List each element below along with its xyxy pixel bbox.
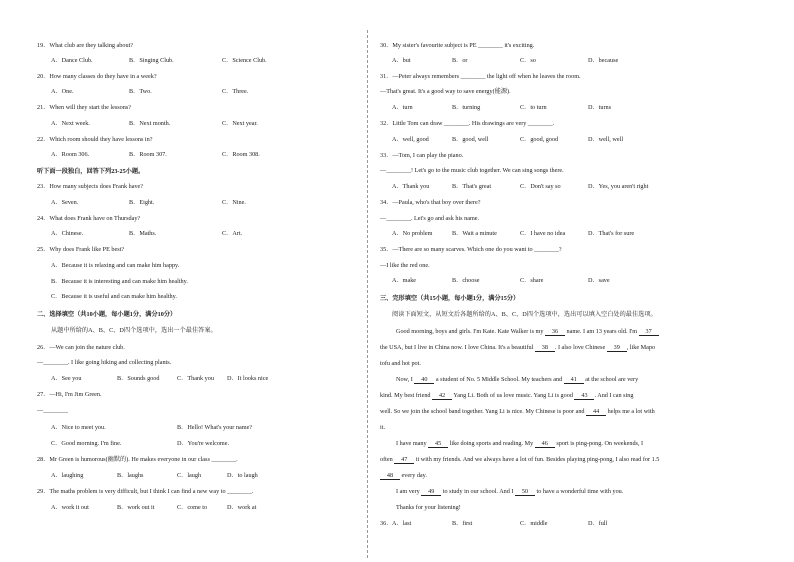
q29-option-c: C．come to — [177, 504, 208, 511]
q36-option-a: A．last — [392, 520, 412, 527]
blank-50: 50 — [515, 489, 535, 496]
passage-line-9 — [380, 457, 659, 464]
q32-option-b: B．good, well — [452, 136, 489, 143]
passage-text: the USA, but I live in China now. I love China. It's a beautiful — [380, 344, 535, 351]
q32-option-d: D．well, well — [588, 136, 624, 143]
q36-number: 36． — [380, 520, 393, 527]
q19-option-c: C．Science Club. — [222, 57, 267, 64]
blank-36: 36 — [545, 329, 565, 336]
q35-stem-line1: 35．—There are so many scarves. Which one do you want to ________? — [380, 246, 562, 253]
blank-44: 44 — [586, 409, 606, 416]
q28-stem: 28．Mr Green is humorous(幽默的). He makes everyone in our class ________. — [37, 456, 238, 463]
blank-49: 49 — [421, 489, 441, 496]
q20-option-c: C．Three. — [222, 88, 249, 95]
passage-text: . I also love Chinese — [554, 344, 607, 351]
passage-text: it with my friends. And we always have a lot of fun. Besides playing ping-pong, I also read for 1.5 — [414, 456, 660, 463]
q35-option-c: C．share — [520, 277, 544, 284]
q26-option-c: C．Thank you — [177, 375, 214, 382]
passage-text: I have many — [396, 440, 429, 447]
q20-option-b: B．Two. — [129, 88, 152, 95]
passage-text: name. I am 13 years old. I'm — [564, 328, 639, 335]
q24-stem: 24．What does Frank have on Thursday? — [37, 215, 141, 222]
q33-stem-line2: —________! Let's go to the music club together. We can sing songs there. — [380, 167, 564, 174]
passage-text: to have a wonderful time with you. — [535, 488, 624, 495]
q33-stem-line1: 33．—Tom, I can play the piano. — [380, 152, 464, 159]
q25-option-c: C．Because it is useful and can make him healthy. — [51, 293, 177, 300]
q27-stem-line2: —________ — [37, 407, 68, 414]
q25-option-b: B．Because it is interesting and can make him healthy. — [51, 278, 188, 285]
blank-38: 38 — [535, 345, 555, 352]
q21-stem: 21．When will they start the lessons? — [37, 104, 131, 111]
q35-option-a: A．make — [392, 277, 417, 284]
blank-48: 48 — [380, 473, 400, 480]
q34-option-d: D．That's for sure — [588, 230, 635, 237]
blank-47: 47 — [394, 457, 414, 464]
passage-text: sport is ping-pong. On weekends, I — [554, 440, 644, 447]
q31-option-c: C．to turn — [520, 104, 547, 111]
q25-option-a: A．Because it is relaxing and can make him happy. — [51, 262, 180, 269]
column-divider — [367, 30, 368, 558]
q34-stem-line1: 34．—Paula, who's that boy over there? — [380, 199, 481, 206]
q34-option-c: C．I have no idea — [520, 230, 566, 237]
passage-text: I am very — [396, 488, 422, 495]
blank-41: 41 — [564, 377, 584, 384]
q26-option-d: D．It looks nice — [227, 375, 269, 382]
q28-option-d: D．to laugh — [227, 472, 258, 479]
q34-stem-line2: —________. Let's go and ask his name. — [380, 215, 480, 222]
q30-option-c: C．so — [520, 57, 536, 64]
passage-text: , like Mapo — [626, 344, 656, 351]
blank-40: 40 — [414, 377, 434, 384]
q19-stem: 19．What club are they talking about? — [37, 42, 134, 49]
q27-option-d: D．You're welcome. — [177, 440, 230, 447]
blank-39: 39 — [607, 345, 627, 352]
q22-option-c: C．Room 308. — [222, 151, 260, 158]
passage-text: at the school are very — [583, 376, 639, 383]
passage-line-5 — [380, 393, 633, 400]
listening-instruction: 听下面一段独白，回答下列23-25小题。 — [37, 168, 145, 175]
passage-line-7: it. — [380, 424, 385, 431]
q33-option-b: B．That's great — [452, 183, 492, 190]
passage-line-1 — [396, 329, 659, 336]
q26-stem-line2: —________. I like going hiking and collecting plants. — [37, 359, 172, 366]
passage-text: to study in our school. And I — [441, 488, 515, 495]
section3-instruction: 阅读下面短文，从短文后各题所给的A、B、C、D四个选项中，选出可以填入空白处的最佳选项。 — [392, 311, 657, 318]
q20-stem: 20．How many classes do they have in a week? — [37, 73, 157, 80]
q20-option-a: A．One. — [51, 88, 74, 95]
q34-option-b: B．Wait a minute — [452, 230, 497, 237]
q27-option-c: C．Good morning. I'm fine. — [51, 440, 122, 447]
q23-option-a: A．Seven. — [51, 199, 79, 206]
q26-option-b: B．Sounds good — [117, 375, 160, 382]
passage-line-12: Thanks for your listening! — [396, 504, 461, 511]
section2-title: 二、选择填空（共10小题，每小题1分，满分10分） — [37, 311, 177, 318]
blank-45: 45 — [428, 441, 448, 448]
passage-text: a student of No. 5 Middle School. My teachers and — [434, 376, 564, 383]
blank-46: 46 — [535, 441, 555, 448]
q36-option-d: D．full — [588, 520, 608, 527]
q21-option-b: B．Next month. — [129, 120, 171, 127]
q33-option-c: C．Don't say so — [520, 183, 561, 190]
q31-stem-line2: —That's great. It's a good way to save energy(能源). — [380, 88, 511, 95]
q21-option-c: C．Next year. — [222, 120, 258, 127]
passage-text: kind. My best friend — [380, 392, 433, 399]
q29-option-a: A．work it out — [51, 504, 89, 511]
passage-line-4 — [396, 377, 638, 384]
passage-line-2 — [380, 345, 655, 352]
q29-stem: 29．The maths problem is very difficult, but I think I can find a new way to ________. — [37, 488, 254, 495]
q31-option-a: A．turn — [392, 104, 413, 111]
passage-text: Yang Li. Both of us love music. Yang Li is good — [452, 392, 575, 399]
q24-option-c: C．Art. — [222, 230, 243, 237]
passage-text: . And I can sing — [594, 392, 634, 399]
q30-stem: 30．My sister's favourite subject is PE ________ it's exciting. — [380, 42, 535, 49]
q19-option-a: A．Dance Club. — [51, 57, 93, 64]
q30-option-b: B．or — [452, 57, 468, 64]
passage-line-8 — [396, 441, 643, 448]
passage-line-6 — [380, 409, 655, 416]
q25-stem: 25．Why does Frank like PE best? — [37, 246, 125, 253]
section3-title: 三、完形填空（共15小题，每小题1分，满分15分） — [380, 295, 520, 302]
q31-option-b: B．turning — [452, 104, 481, 111]
q36-option-c: C．middle — [520, 520, 548, 527]
q30-option-d: D．because — [588, 57, 619, 64]
blank-43: 43 — [574, 393, 594, 400]
q35-option-b: B．choose — [452, 277, 480, 284]
passage-line-10 — [380, 473, 427, 480]
passage-text: Good morning, boys and girls. I'm Kate. Kate Walker is my — [396, 328, 545, 335]
q26-option-a: A．See you — [51, 375, 82, 382]
q27-option-b: B．Hello! What's your name? — [177, 424, 253, 431]
q31-option-d: D．turns — [588, 104, 612, 111]
q23-stem: 23．How many subjects does Frank have? — [37, 183, 144, 190]
q23-option-c: C．Nine. — [222, 199, 246, 206]
q32-option-c: C．good, good — [520, 136, 559, 143]
q28-option-c: C．laugh — [177, 472, 202, 479]
blank-42: 42 — [432, 393, 452, 400]
passage-text: helps me a lot with — [606, 408, 655, 415]
q26-stem-line1: 26．—We can join the nature club. — [37, 344, 125, 351]
q24-option-b: B．Maths. — [129, 230, 157, 237]
q22-stem: 22．Which room should they have lessons in? — [37, 136, 153, 143]
q22-option-b: B．Room 307. — [129, 151, 167, 158]
passage-text: every day. — [400, 472, 427, 479]
passage-line-11 — [396, 489, 623, 496]
section2-instruction: 从题中所给的A、B、C、D四个选项中，选出一个最佳答案。 — [51, 327, 217, 334]
blank-37: 37 — [639, 329, 659, 336]
q35-option-d: D．save — [588, 277, 610, 284]
passage-text: often — [380, 456, 395, 463]
passage-text: like doing sports and reading. My — [448, 440, 535, 447]
q33-option-a: A．Thank you — [392, 183, 430, 190]
q36-option-b: B．first — [452, 520, 473, 527]
q29-option-b: B．work out it — [117, 504, 155, 511]
q29-option-d: D．work at — [227, 504, 257, 511]
q32-stem: 32．Little Tom can draw ________. His drawings are very ________. — [380, 120, 555, 127]
q32-option-a: A．well, good — [392, 136, 429, 143]
passage-line-3: tofu and hot pot. — [380, 360, 421, 367]
q30-option-a: A．but — [392, 57, 411, 64]
q33-option-d: D．Yes, you aren't right — [588, 183, 649, 190]
passage-text: Now, I — [396, 376, 415, 383]
q19-option-b: B．Singing Club. — [129, 57, 174, 64]
q27-option-a: A．Nice to meet you. — [51, 424, 106, 431]
q21-option-a: A．Next week. — [51, 120, 90, 127]
q28-option-b: B．laughs — [117, 472, 144, 479]
q35-stem-line2: —I like the red one. — [380, 262, 430, 269]
q28-option-a: A．laughing — [51, 472, 84, 479]
q31-stem-line1: 31．—Peter always remembers ________ the light off when he leaves the room. — [380, 73, 581, 80]
q22-option-a: A．Room 306. — [51, 151, 90, 158]
q27-stem-line1: 27．—Hi, I'm Jim Green. — [37, 391, 102, 398]
q34-option-a: A．No problem — [392, 230, 433, 237]
q24-option-a: A．Chinese. — [51, 230, 84, 237]
q23-option-b: B．Eight. — [129, 199, 155, 206]
passage-text: well. So we join the school band together. Yang Li is nice. My Chinese is poor and — [380, 408, 587, 415]
